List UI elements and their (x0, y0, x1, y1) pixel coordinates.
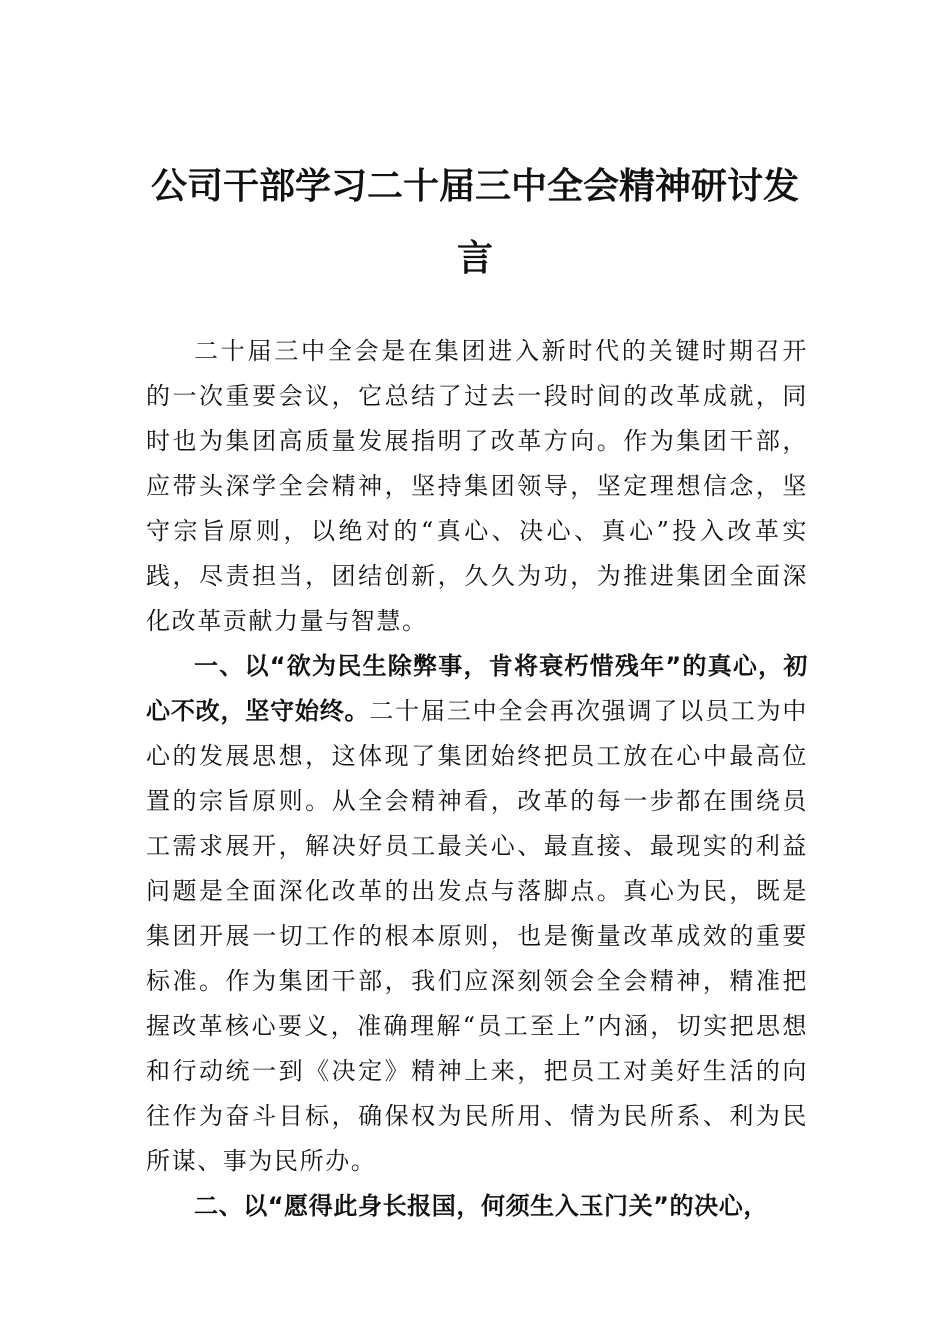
section-one-text: 二十届三中全会再次强调了以员工为中心的发展思想，这体现了集团始终把员工放在心中最高位置的宗旨原则。从全会精神看，改革的每一步都在围绕员工需求展开，解决好员工最关心、最直接、最现实的利益问题是全面深化改革的出发点与落脚点。真心为民，既是集团开展一切工作的根本原则，也是衡量改革成效的重要标准。作为集团干部，我们应深刻领会全会精神，精准把握改革核心要义，准确理解“员工至上”内涵，切实把思想和行动统一到《决定》精神上来，把员工对美好生活的向往作为奋斗目标，确保权为民所用、情为民所系、利为民所谋、事为民所办。 (146, 697, 808, 1175)
intro-paragraph (146, 329, 808, 644)
section-one-heading: 一、以“欲为民生除弊事，肯将衰朽惜残年”的真心，初心不改，坚守始终。 (146, 652, 808, 725)
document-body (146, 329, 808, 1229)
section-two-paragraph (146, 1184, 808, 1229)
intro-paragraph-text: 二十届三中全会是在集团进入新时代的关键时期召开的一次重要会议，它总结了过去一段时间的改革成就，同时也为集团高质量发展指明了改革方向。作为集团干部，应带头深学全会精神，坚持集团领导，坚定理想信念，坚守宗旨原则，以绝对的“真心、决心、真心”投入改革实践，尽责担当，团结创新，久久为功，为推进集团全面深化改革贡献力量与智慧。 (146, 337, 808, 635)
document-title: 公司干部学习二十届三中全会精神研讨发言 (150, 165, 799, 279)
section-two-heading: 二、以“愿得此身长报国，何须生入玉门关”的决心， (194, 1192, 768, 1220)
section-one-paragraph (146, 644, 808, 1184)
